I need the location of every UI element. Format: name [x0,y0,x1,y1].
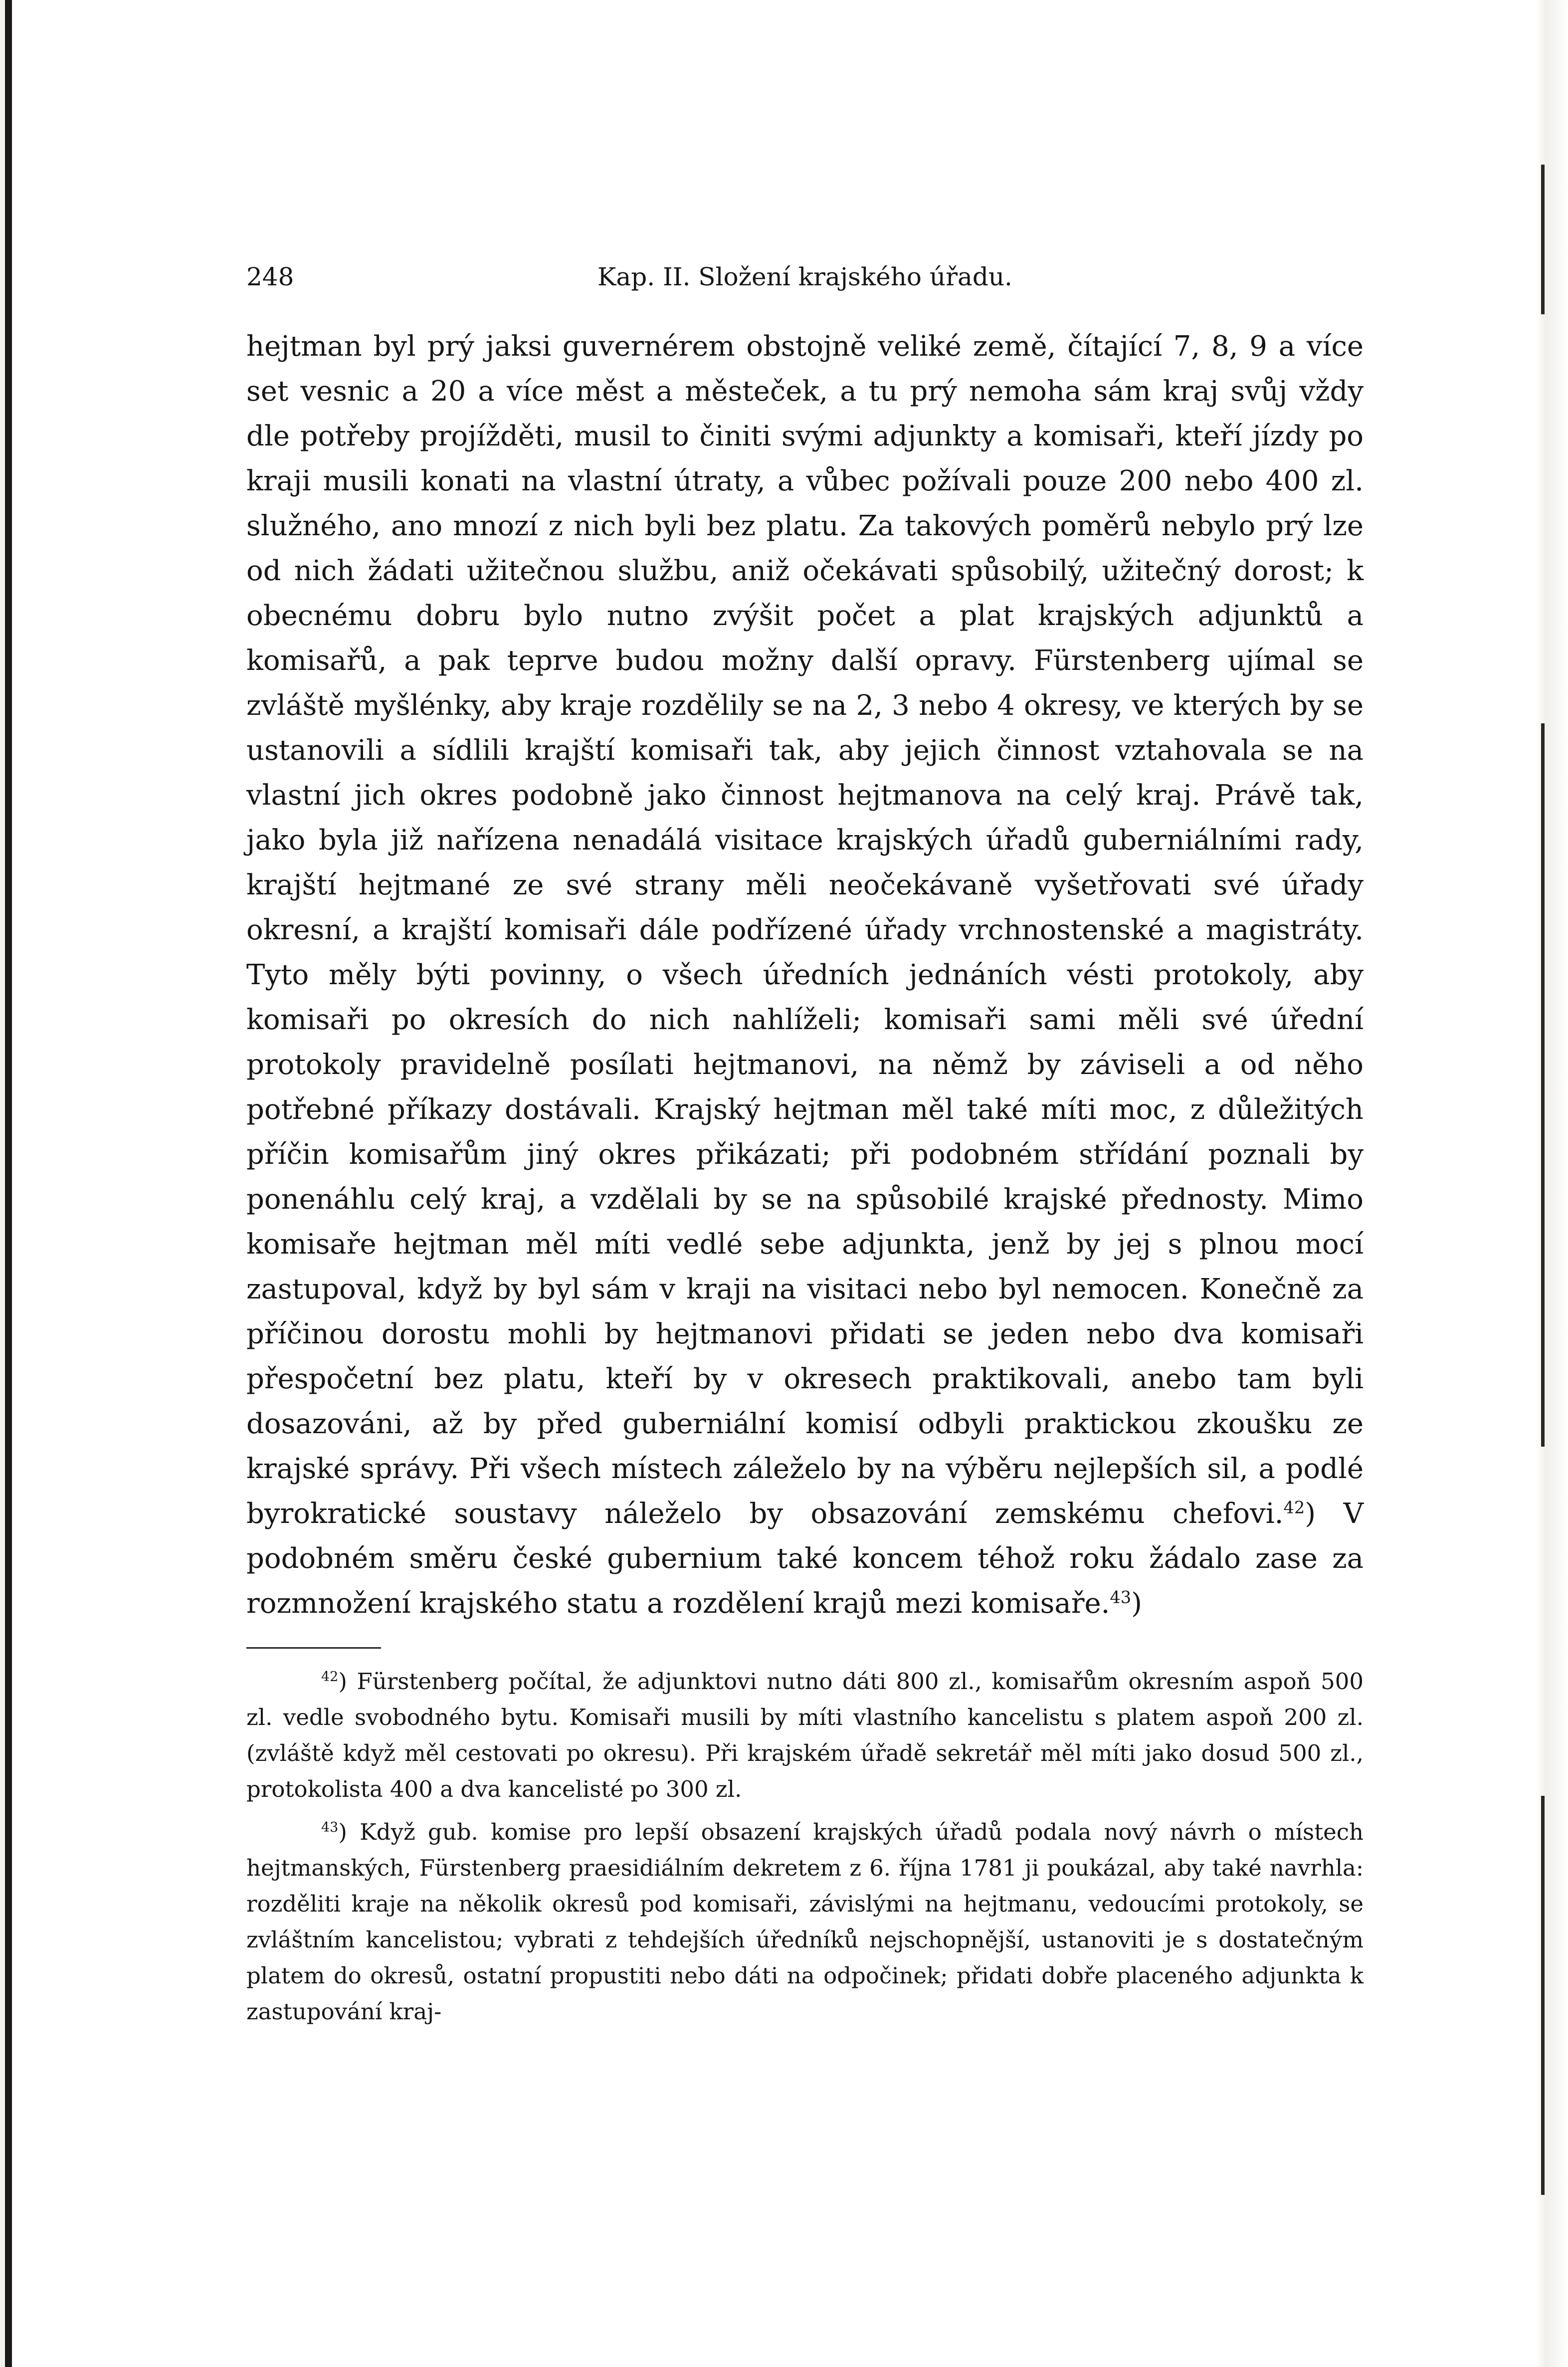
gutter-line [1541,723,1545,1447]
gutter-line [1541,1796,1545,2195]
footnote-reference: 42 [1283,1498,1305,1517]
footnote-separator [246,1647,381,1649]
footnote-marker: 43 [321,1820,339,1835]
running-head [246,259,1364,294]
body-text-part: ) V podobném směru české gubernium také koncem téhož roku žádalo zase za rozmnožení krajského statu a rozdělení krajů mezi komisaře. [246,1498,1364,1620]
footnote-text: ) Fürstenberg počítal, že adjunktovi nutno dáti 800 zl., komisařům okresním aspoň 500 zl. vedle svobodného bytu. Komisaři musili by míti vlastního kancelistu s platem aspoň 200 zl. (zvláště když měl cestovati po okresu). Při krajském úřadě sekretář měl míti jako dosud 500 zl., protokolista 400 a dva kancelisté po 300 zl. [246,1668,1364,1802]
gutter-line [1541,165,1545,314]
body-text-part: ) [1131,1587,1142,1620]
body-paragraph [246,324,1364,1626]
document-page [246,259,1364,2037]
footnote-text: ) Když gub. komise pro lepší obsazení krajských úřadů podala nový návrh o místech hejtmanských, Fürstenberg praesidiálním dekretem z 6. října 1781 ji poukázal, aby také navrhla: rozděliti kraje na několik okresů pod komisaři, závislými na hejtmanu, vedoucími protokoly, se zvláštním kancelistou; vybrati z tehdejších úředníků nejschopnější, ustanoviti je s dostatečným platem do okresů, ostatní propustiti nebo dáti na odpočinek; přidati dobře placeného adjunkta k zastupování kraj- [246,1819,1364,2025]
book-gutter-edge [1536,0,1568,2367]
footnote-reference: 43 [1110,1587,1132,1607]
chapter-title: Kap. II. Složení krajského úřadu. [597,262,1012,291]
footnote [246,1664,1364,1807]
body-text-part: hejtman byl prý jaksi guvernérem obstojně veliké země, čítající 7, 8, 9 a více set vesnic a 20 a více měst a městeček, a tu prý nemoha sám kraj svůj vždy dle potřeby projížděti, musil to činiti svými adjunkty a komisaři, kteří jízdy po kraji musili konati na vlastní útraty, a vůbec požívali pouze 200 nebo 400 zl. služného, ano mnozí z nich byli bez platu. Za takových poměrů nebylo prý lze od nich žádati užitečnou službu, aniž očekávati spůsobilý, užitečný dorost; k obecnému dobru bylo nutno zvýšit počet a plat krajských adjunktů a komisařů, a pak teprve budou možny další opravy. Fürstenberg ujímal se zvláště myšlénky, aby kraje rozdělily se na 2, 3 nebo 4 okresy, ve kterých by se ustanovili a sídlili krajští komisaři tak, aby jejich činnost vztahovala se na vlastní jich okres podobně jako činnost hejtmanova na celý kraj. Právě tak, jako byla již nařízena nenadálá visitace krajských úřadů guberniálními rady, krajští hejtmané ze své strany měli neočekávaně vyšetřovati své úřady okresní, a krajští komisaři dále podřízené úřady vrchnostenské a magistráty. Tyto měly býti povinny, o všech úředních jednáních vésti protokoly, aby komisaři po okresích do nich nahlíželi; komisaři sami měli své úřední protokoly pravidelně posílati hejtmanovi, na němž by záviseli a od něho potřebné příkazy dostávali. Krajský hejtman měl také míti moc, z důležitých příčin komisařům jiný okres přikázati; při podobném střídání poznali by ponenáhlu celý kraj, a vzdělali by se na spůsobilé krajské přednosty. Mimo komisaře hejtman měl míti vedlé sebe adjunkta, jenž by jej s plnou mocí zastupoval, když by byl sám v kraji na visitaci nebo byl nemocen. Konečně za příčinou dorostu mohli by hejtmanovi přidati se jeden nebo dva komisaři přespočetní bez platu, kteří by v okresech praktikovali, anebo tam byli dosazováni, až by před guberniální komisí odbyli praktickou zkoušku ze krajské správy. Při všech místech záleželo by na výběru nejlepších sil, a podlé byrokratické soustavy náleželo by obsazování zemskému chefovi. [246,330,1364,1530]
page-number: 248 [246,262,294,291]
footnote [246,1814,1364,2030]
footnote-marker: 42 [321,1669,339,1685]
